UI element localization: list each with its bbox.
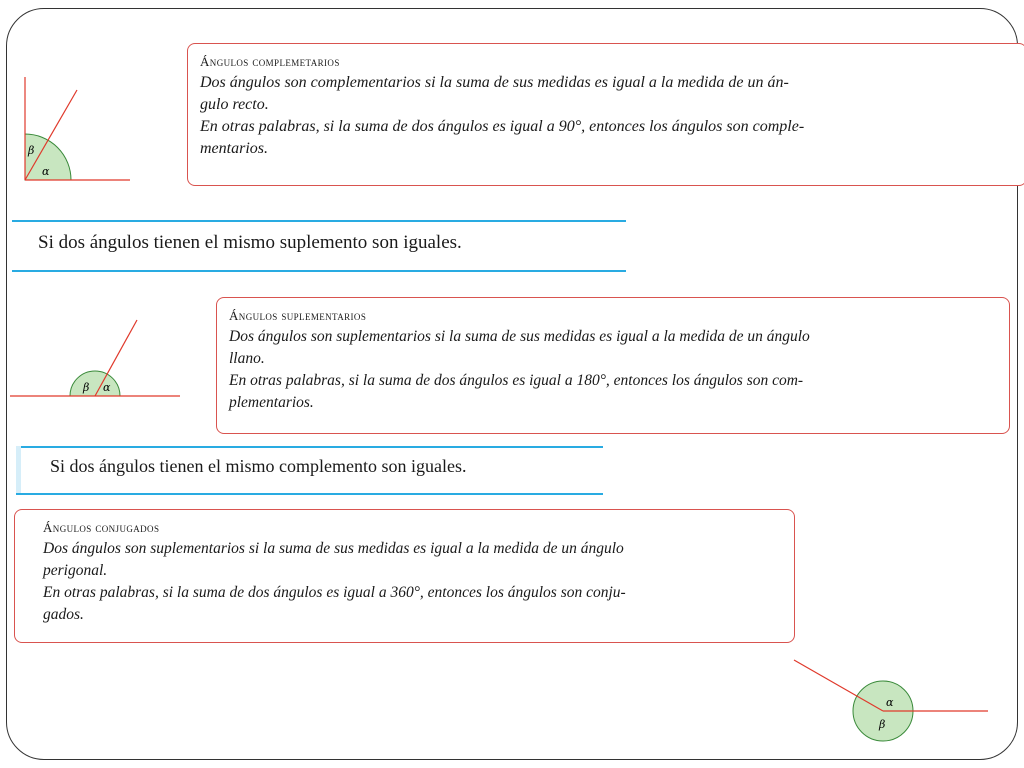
rule1-top-bar bbox=[12, 220, 626, 222]
rule2-text: Si dos ángulos tienen el mismo complemento son iguales. bbox=[50, 456, 467, 476]
complementary-title: Ángulos complemetarios bbox=[200, 54, 340, 69]
rule2-bottom-bar bbox=[16, 493, 603, 495]
rule1-bottom-bar bbox=[12, 270, 626, 272]
supplementary-definition-box bbox=[216, 297, 1010, 434]
beta-label: β bbox=[83, 381, 90, 394]
complementary-body: Dos ángulos son complementarios si la suma de sus medidas es igual a la medida de un án- gulo recto. En otras palabras, si la suma de dos ángulos es igual a 90°, entonces los ángulos son comple- mentarios. bbox=[200, 74, 805, 157]
supplementary-angle-diagram bbox=[10, 320, 185, 410]
conjugate-title: Ángulos conjugados bbox=[43, 520, 160, 535]
rule1-text: Si dos ángulos tienen el mismo suplemento son iguales. bbox=[38, 232, 462, 253]
rule2-top-bar bbox=[16, 446, 603, 448]
complementary-angle-diagram bbox=[20, 72, 130, 182]
alpha-label: α bbox=[103, 381, 111, 394]
alpha-label: α bbox=[886, 696, 894, 709]
conjugate-definition-box bbox=[14, 509, 795, 643]
beta-label: β bbox=[879, 718, 886, 731]
alpha-label: α bbox=[42, 165, 50, 178]
supplementary-body: Dos ángulos son suplementarios si la suma de sus medidas es igual a la medida de un ángulo llano. En otras palabras, si la suma de dos ángulos es igual a 180°, entonces los ángulos son com- plementarios. bbox=[229, 328, 810, 411]
rule2-left-accent bbox=[16, 446, 21, 494]
supplementary-title: Ángulos suplementarios bbox=[229, 308, 367, 323]
conjugate-angle-diagram bbox=[792, 658, 992, 748]
conjugate-body: Dos ángulos son suplementarios si la suma de sus medidas es igual a la medida de un ángulo perigonal. En otras palabras, si la suma de dos ángulos es igual a 360°, entonces los ángulos son conju- gados. bbox=[43, 540, 626, 623]
beta-label: β bbox=[28, 144, 35, 157]
complementary-definition-box bbox=[187, 43, 1024, 186]
